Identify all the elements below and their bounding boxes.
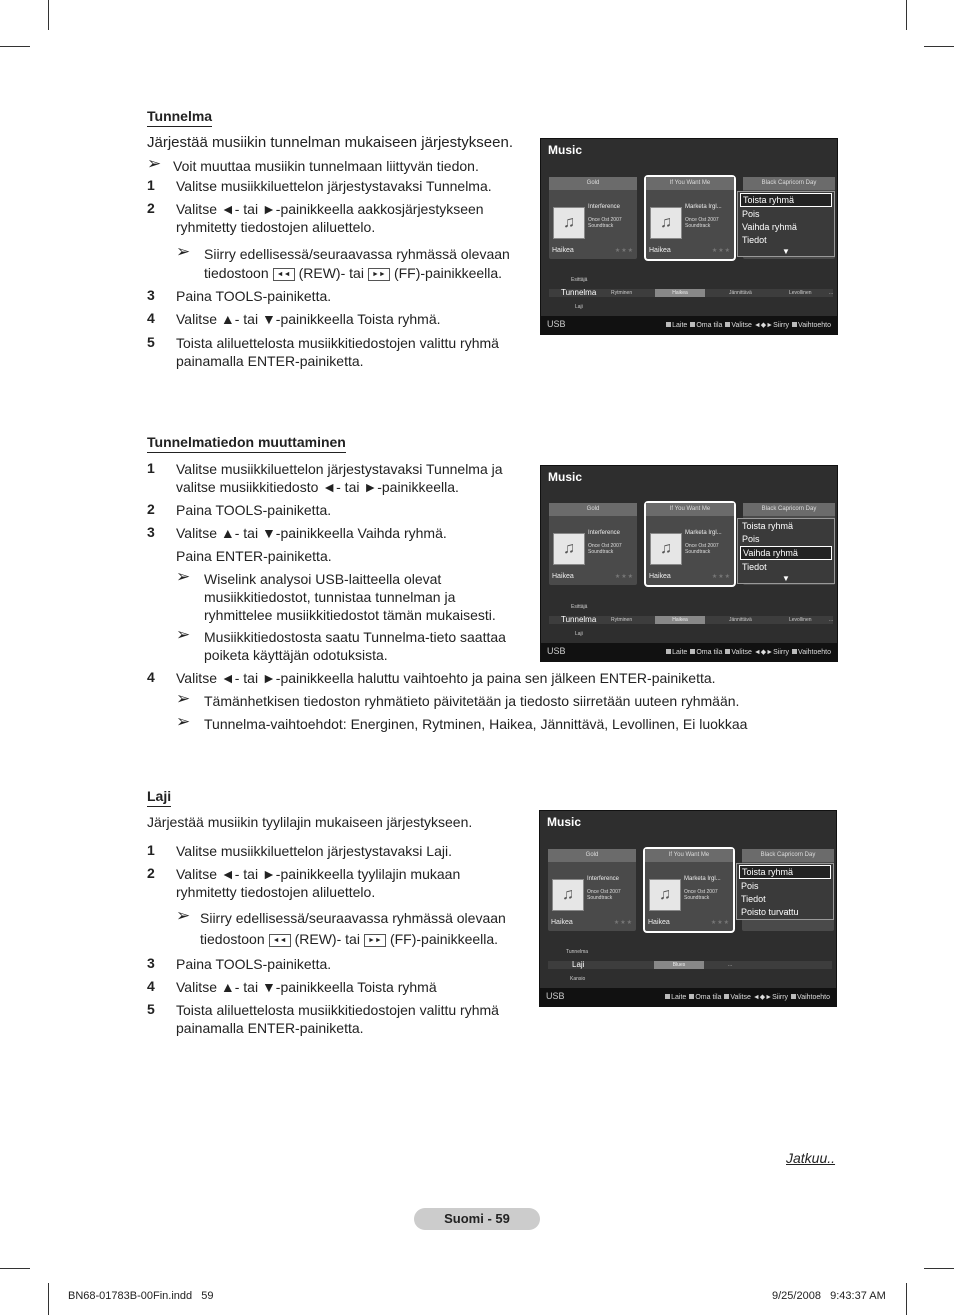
sort-current: Tunnelma bbox=[561, 288, 597, 297]
step-number: 3 bbox=[147, 955, 155, 971]
step-text: Valitse musiikkiluettelon järjestystavaksi Tunnelma ja bbox=[176, 461, 503, 477]
step-text: Valitse ◄- tai ►-painikkeella haluttu vaihtoehto ja paina sen jälkeen ENTER-painiketta. bbox=[176, 670, 716, 686]
note-arrow-icon: ➢ bbox=[176, 712, 191, 731]
sub-note-line bbox=[204, 264, 502, 282]
menu-item[interactable]: Vaihda ryhmä bbox=[742, 222, 797, 232]
note-arrow-icon: ➢ bbox=[176, 906, 191, 925]
card-header: Black Capricorn Day bbox=[743, 503, 835, 516]
menu-item[interactable]: Tiedot bbox=[742, 235, 767, 245]
nav-arrows-icon: ◄◆► bbox=[753, 649, 774, 656]
card-mood: Haikea bbox=[552, 573, 574, 580]
device-label: USB bbox=[546, 991, 565, 1001]
tv-screen-1 bbox=[540, 138, 838, 335]
step-text: Paina TOOLS-painiketta. bbox=[176, 502, 332, 518]
sub-note-text: Siirry edellisessä/seuraavassa ryhmässä olevaan bbox=[200, 910, 506, 926]
group-label-selected: Blues bbox=[654, 961, 704, 969]
step-text: Valitse ▲- tai ▼-painikkeella Vaihda ryhmä. bbox=[176, 525, 447, 541]
crop-mark bbox=[48, 1283, 49, 1315]
step-number: 3 bbox=[147, 287, 155, 303]
section-heading-laji: Laji bbox=[147, 788, 171, 807]
step-number: 4 bbox=[147, 669, 155, 685]
step-text: Valitse musiikkiluettelon järjestystavaksi Laji. bbox=[176, 843, 452, 859]
menu-item[interactable]: Tiedot bbox=[741, 894, 766, 904]
card-mood: Haikea bbox=[648, 919, 670, 926]
note-arrow-icon: ➢ bbox=[176, 689, 191, 708]
group-label: ... bbox=[829, 290, 834, 296]
sub-note-text: Tämänhetkisen tiedoston ryhmätieto päivitetään ja tiedosto siirretään uuteen ryhmään. bbox=[204, 693, 740, 709]
menu-item[interactable]: Tiedot bbox=[742, 562, 767, 572]
scroll-down-icon[interactable]: ▼ bbox=[782, 247, 790, 256]
sort-option-above: Esittäjä bbox=[571, 277, 588, 283]
menu-item[interactable]: Pois bbox=[742, 209, 760, 219]
card-header: Black Capricorn Day bbox=[742, 849, 834, 862]
key-guide: Laite Oma tila Valitse ◄◆►Siirry Vaihtoehto bbox=[662, 993, 830, 1001]
tv-screen-3 bbox=[539, 810, 837, 1007]
card-album: Once Ost 2007 Soundtrack bbox=[684, 889, 718, 901]
step-text: Valitse ▲- tai ▼-painikkeella Toista ryhmä. bbox=[176, 311, 441, 327]
card-header: Gold bbox=[549, 177, 637, 190]
screen-title: Music bbox=[548, 143, 583, 157]
ff-button-icon: ►► bbox=[368, 268, 390, 281]
card-mood: Haikea bbox=[649, 247, 671, 254]
sort-option-below: Kansio bbox=[570, 976, 586, 982]
note-text: Voit muuttaa musiikin tunnelmaan liittyvän tiedon. bbox=[173, 158, 479, 174]
card-header: If You Want Me bbox=[646, 177, 734, 190]
menu-item[interactable]: Pois bbox=[742, 534, 760, 544]
device-label: USB bbox=[547, 319, 566, 329]
group-label: Jännittävä bbox=[729, 617, 752, 623]
page-number-badge: Suomi - 59 bbox=[414, 1208, 540, 1230]
crop-mark bbox=[924, 1268, 954, 1269]
card-track: Interference bbox=[587, 876, 620, 882]
card-header: If You Want Me bbox=[646, 503, 734, 516]
sort-current: Tunnelma bbox=[561, 615, 597, 624]
sort-option-below: Laji bbox=[575, 304, 583, 310]
group-label: Jännittävä bbox=[729, 290, 752, 296]
screen-footer bbox=[540, 988, 836, 1006]
key-guide: Laite Oma tila Valitse ◄◆►Siirry Vaihtoehto bbox=[663, 321, 831, 329]
rating-stars: ★★★ bbox=[613, 920, 633, 926]
music-card-selected[interactable] bbox=[646, 503, 734, 585]
group-label: Levollinen bbox=[789, 617, 812, 623]
group-label-selected: Haikea bbox=[655, 289, 705, 297]
group-bar bbox=[549, 289, 833, 297]
menu-item[interactable]: Poisto turvattu bbox=[741, 907, 799, 917]
rating-stars: ★★★ bbox=[614, 574, 634, 580]
step-number: 5 bbox=[147, 1001, 155, 1017]
group-label: ... bbox=[728, 962, 733, 968]
section-heading-tunnelma: Tunnelma bbox=[147, 108, 212, 127]
card-mood: Haikea bbox=[649, 573, 671, 580]
card-track: Marketa Irgl... bbox=[684, 876, 721, 882]
menu-item[interactable]: Toista ryhmä bbox=[742, 521, 794, 531]
nav-arrows-icon: ◄◆► bbox=[753, 322, 774, 329]
step-number: 2 bbox=[147, 501, 155, 517]
menu-item[interactable]: Pois bbox=[741, 881, 759, 891]
step-text: Paina ENTER-painiketta. bbox=[176, 548, 332, 564]
step-number: 1 bbox=[147, 460, 155, 476]
card-track: Marketa Irgl... bbox=[685, 530, 722, 536]
sort-option-above: Tunnelma bbox=[566, 949, 589, 955]
ff-button-icon: ►► bbox=[364, 934, 386, 947]
crop-mark bbox=[48, 0, 49, 30]
sub-note-text: (REW)- tai bbox=[298, 265, 364, 281]
note-arrow-icon: ➢ bbox=[176, 625, 191, 644]
group-label-selected: Haikea bbox=[655, 616, 705, 624]
scroll-down-icon[interactable]: ▼ bbox=[782, 574, 790, 583]
tv-screen-2 bbox=[540, 465, 838, 662]
sub-note-text: Musiikkitiedostosta saatu Tunnelma-tieto saattaa bbox=[204, 629, 506, 645]
step-number: 2 bbox=[147, 865, 155, 881]
sub-note-line bbox=[200, 930, 498, 948]
card-mood: Haikea bbox=[552, 247, 574, 254]
rew-button-icon: ◄◄ bbox=[269, 934, 291, 947]
tools-menu bbox=[736, 863, 834, 920]
note-arrow-icon: ➢ bbox=[176, 567, 191, 586]
step-text: Valitse ◄- tai ►-painikkeella aakkosjärjestykseen bbox=[176, 201, 484, 217]
group-bar bbox=[548, 961, 832, 969]
music-card-selected[interactable] bbox=[645, 849, 733, 931]
step-number: 2 bbox=[147, 200, 155, 216]
screen-footer bbox=[541, 316, 837, 334]
sub-note-text: ryhmittelee musiikkitiedostot tämän mukaisesti. bbox=[204, 607, 496, 623]
screen-footer bbox=[541, 643, 837, 661]
sub-note-text: (REW)- tai bbox=[294, 931, 360, 947]
group-label: Levollinen bbox=[789, 290, 812, 296]
rating-stars: ★★★ bbox=[710, 920, 730, 926]
step-text: ryhmitetty tiedostojen aliluettelo. bbox=[176, 219, 376, 235]
card-header: Gold bbox=[549, 503, 637, 516]
step-text: ryhmitetty tiedostojen aliluettelo. bbox=[176, 884, 376, 900]
sub-note-text: tiedostoon bbox=[204, 265, 269, 281]
card-track: Interference bbox=[588, 530, 621, 536]
music-note-icon: ♫ bbox=[553, 533, 585, 565]
sub-note-text: Siirry edellisessä/seuraavassa ryhmässä olevaan bbox=[204, 246, 510, 262]
rating-stars: ★★★ bbox=[711, 574, 731, 580]
music-note-icon: ♫ bbox=[553, 207, 585, 239]
menu-item[interactable]: Toista ryhmä bbox=[740, 193, 832, 207]
screen-title: Music bbox=[547, 815, 582, 829]
step-text: painamalla ENTER-painiketta. bbox=[176, 1020, 364, 1036]
step-number: 4 bbox=[147, 310, 155, 326]
tools-menu bbox=[737, 191, 835, 257]
music-card[interactable] bbox=[549, 503, 637, 585]
card-header: Gold bbox=[548, 849, 636, 862]
group-label: Rytminen bbox=[611, 617, 633, 623]
crop-mark bbox=[924, 46, 954, 47]
card-album: Once Ost 2007 Soundtrack bbox=[587, 889, 621, 901]
step-number: 5 bbox=[147, 334, 155, 350]
footer-filename: BN68-01783B-00Fin.indd 59 bbox=[68, 1290, 214, 1302]
step-text: Paina TOOLS-painiketta. bbox=[176, 288, 332, 304]
card-album: Once Ost 2007 Soundtrack bbox=[685, 217, 719, 229]
step-text: Valitse musiikkiluettelon järjestystavaksi Tunnelma. bbox=[176, 178, 492, 194]
music-card[interactable] bbox=[549, 177, 637, 259]
card-album: Once Ost 2007 Soundtrack bbox=[588, 543, 622, 555]
step-text: Valitse ◄- tai ►-painikkeella tyylilajin mukaan bbox=[176, 866, 461, 882]
rating-stars: ★★★ bbox=[711, 248, 731, 254]
step-number: 1 bbox=[147, 177, 155, 193]
card-track: Marketa Irgl... bbox=[685, 204, 722, 210]
device-label: USB bbox=[547, 646, 566, 656]
sub-note-text: (FF)-painikkeella. bbox=[393, 265, 503, 281]
card-header: Black Capricorn Day bbox=[743, 177, 835, 190]
section-intro: Järjestää musiikin tunnelman mukaiseen järjestykseen. bbox=[147, 134, 514, 151]
group-label: ... bbox=[829, 617, 834, 623]
step-number: 3 bbox=[147, 524, 155, 540]
nav-arrows-icon: ◄◆► bbox=[752, 994, 773, 1001]
card-header: If You Want Me bbox=[645, 849, 733, 862]
rating-stars: ★★★ bbox=[614, 248, 634, 254]
crop-mark bbox=[906, 0, 907, 30]
section-intro: Järjestää musiikin tyylilajin mukaiseen järjestykseen. bbox=[147, 814, 473, 830]
screen-title: Music bbox=[548, 470, 583, 484]
music-note-icon: ♫ bbox=[552, 879, 584, 911]
music-card-selected[interactable] bbox=[646, 177, 734, 259]
note-arrow-icon: ➢ bbox=[147, 154, 162, 173]
crop-mark bbox=[0, 46, 30, 47]
card-album: Once Ost 2007 Soundtrack bbox=[588, 217, 622, 229]
group-bar bbox=[549, 616, 833, 624]
sort-option-above: Esittäjä bbox=[571, 604, 588, 610]
footer-date: 9/25/2008 9:43:37 AM bbox=[772, 1290, 886, 1302]
step-text: Valitse ▲- tai ▼-painikkeella Toista ryhmä bbox=[176, 979, 437, 995]
step-number: 4 bbox=[147, 978, 155, 994]
crop-mark bbox=[906, 1283, 907, 1315]
sub-note-text: Wiselink analysoi USB-laitteella olevat bbox=[204, 571, 442, 587]
sub-note-text: musiikkitiedostot, tunnistaa tunnelman ja bbox=[204, 589, 456, 605]
crop-mark bbox=[0, 1268, 30, 1269]
music-note-icon: ♫ bbox=[650, 207, 682, 239]
step-text: Paina TOOLS-painiketta. bbox=[176, 956, 332, 972]
card-track: Interference bbox=[588, 204, 621, 210]
sort-current: Laji bbox=[572, 960, 585, 969]
note-arrow-icon: ➢ bbox=[176, 242, 191, 261]
sort-option-below: Laji bbox=[575, 631, 583, 637]
continued-label: Jatkuu.. bbox=[786, 1150, 836, 1166]
key-guide: Laite Oma tila Valitse ◄◆►Siirry Vaihtoehto bbox=[663, 648, 831, 656]
step-text: painamalla ENTER-painiketta. bbox=[176, 353, 364, 369]
sub-note-text: tiedostoon bbox=[200, 931, 265, 947]
tools-menu bbox=[737, 518, 835, 584]
rew-button-icon: ◄◄ bbox=[273, 268, 295, 281]
music-note-icon: ♫ bbox=[650, 533, 682, 565]
card-album: Once Ost 2007 Soundtrack bbox=[685, 543, 719, 555]
group-label: Rytminen bbox=[611, 290, 633, 296]
music-note-icon: ♫ bbox=[649, 879, 681, 911]
step-text: Toista aliluettelosta musiikkitiedostojen valittu ryhmä bbox=[176, 1002, 499, 1018]
menu-item[interactable]: Vaihda ryhmä bbox=[740, 546, 832, 560]
sub-note-text: poiketa käyttäjän odotuksista. bbox=[204, 647, 388, 663]
music-card[interactable] bbox=[548, 849, 636, 931]
step-number: 1 bbox=[147, 842, 155, 858]
step-text: valitse musiikkitiedosto ◄- tai ►-painikkeella. bbox=[176, 479, 459, 495]
step-text: Toista aliluettelosta musiikkitiedostojen valittu ryhmä bbox=[176, 335, 499, 351]
menu-item[interactable]: Toista ryhmä bbox=[739, 865, 831, 879]
section-heading-tunnelmatiedon: Tunnelmatiedon muuttaminen bbox=[147, 434, 346, 453]
sub-note-text: Tunnelma-vaihtoehdot: Energinen, Rytminen, Haikea, Jännittävä, Levollinen, Ei luokkaa bbox=[204, 716, 748, 732]
sub-note-text: (FF)-painikkeella. bbox=[389, 931, 499, 947]
card-mood: Haikea bbox=[551, 919, 573, 926]
